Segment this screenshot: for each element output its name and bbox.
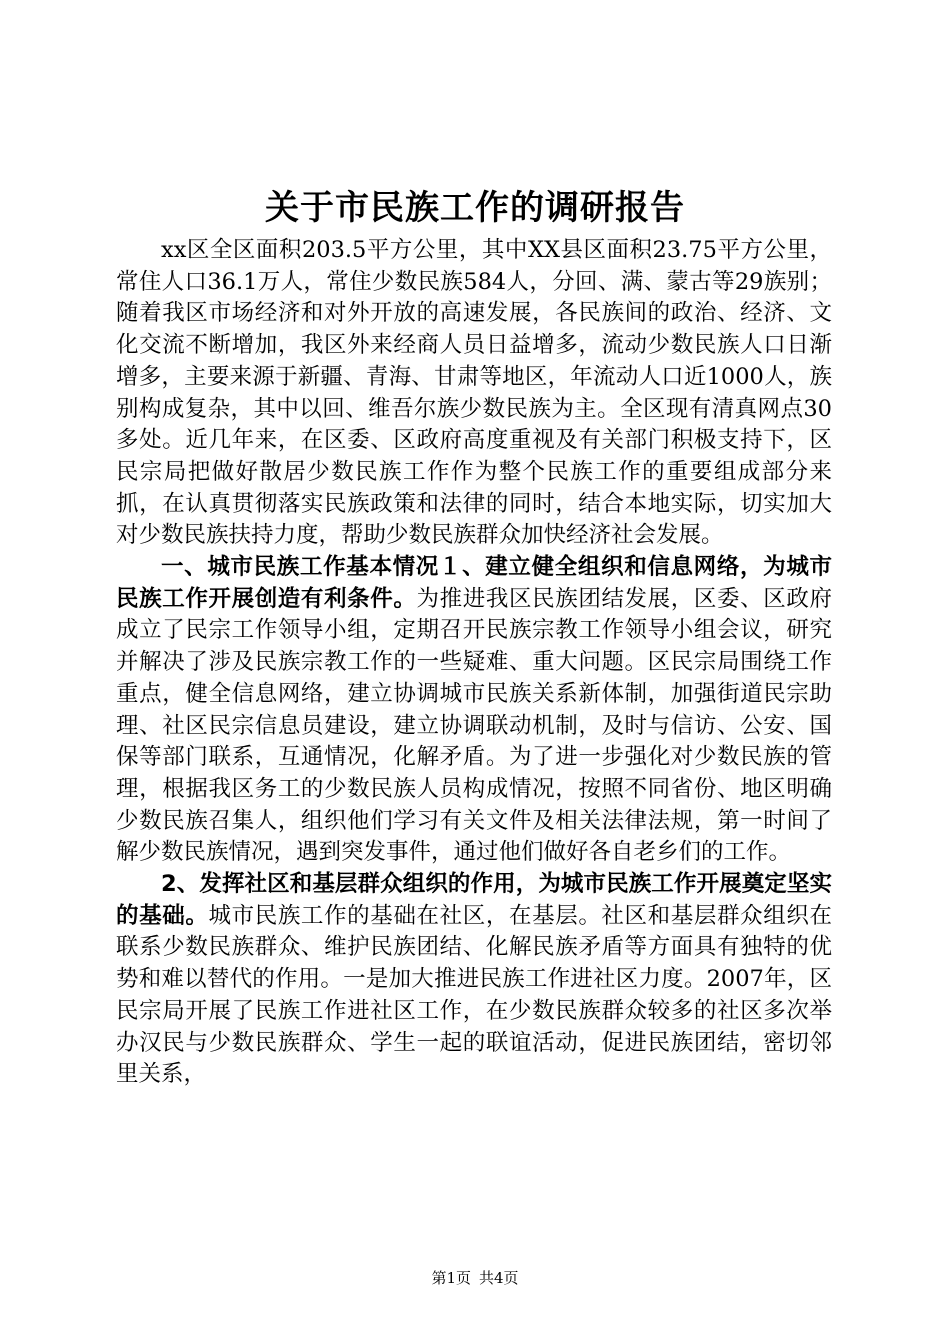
page-total: 共4页 — [479, 1269, 519, 1287]
paragraph-text: 城市民族工作的基础在社区，在基层。社区和基层群众组织在联系少数民族群众、维护民族团结、化解民族矛盾等方面具有独特的优势和难以替代的作用。一是加大推进民族工作进社区力度。2007年，区民宗局开展了民族工作进社区工作，在少数民族群众较多的社区多次举办汉民与少数民族群众、学生一起的联谊活动，促进民族团结，密切邻里关系， — [116, 902, 832, 1088]
paragraph-section-2 — [116, 869, 832, 1091]
paragraph-section-1 — [116, 552, 832, 869]
page-footer — [0, 1268, 950, 1288]
paragraph-intro — [116, 235, 832, 552]
paragraph-text: xx区全区面积203.5平方公里，其中XX县区面积23.75平方公里，常住人口36.1万人，常住少数民族584人，分回、满、蒙古等29族别；随着我区市场经济和对外开放的高速发展，各民族间的政治、经济、文化交流不断增加，我区外来经商人员日益增多，流动少数民族人口日渐增多，主要来源于新疆、青海、甘肃等地区，年流动人口近1000人，族别构成复杂，其中以回、维吾尔族少数民族为主。全区现有清真网点30多处。近几年来，在区委、区政府高度重视及有关部门积极支持下，区民宗局把做好散居少数民族工作作为整个民族工作的重要组成部分来抓，在认真贯彻落实民族政策和法律的同时，结合本地实际，切实加大对少数民族扶持力度，帮助少数民族群众加快经济社会发展。 — [116, 237, 832, 549]
document-body — [116, 235, 832, 1091]
page-number: 第1页 — [431, 1269, 471, 1287]
paragraph-heading: 一、城市民族工作基本情况１、建立健全组织和信息网络，为城市民族工作开展创造有利条件。 — [116, 554, 832, 612]
paragraph-heading: 2、发挥社区和基层群众组织的作用，为城市民族工作开展奠定坚实的基础。 — [116, 871, 832, 929]
paragraph-text: 为推进我区民族团结发展，区委、区政府成立了民宗工作领导小组，定期召开民族宗教工作领导小组会议，研究并解决了涉及民族宗教工作的一些疑难、重大问题。区民宗局围绕工作重点，健全信息网络，建立协调城市民族关系新体制，加强街道民宗助理、社区民宗信息员建设，建立协调联动机制，及时与信访、公安、国保等部门联系，互通情况，化解矛盾。为了进一步强化对少数民族的管理，根据我区务工的少数民族人员构成情况，按照不同省份、地区明确少数民族召集人，组织他们学习有关文件及相关法律法规，第一时间了解少数民族情况，遇到突发事件，通过他们做好各自老乡们的工作。 — [116, 585, 832, 866]
document-title: 关于市民族工作的调研报告 — [265, 188, 685, 228]
